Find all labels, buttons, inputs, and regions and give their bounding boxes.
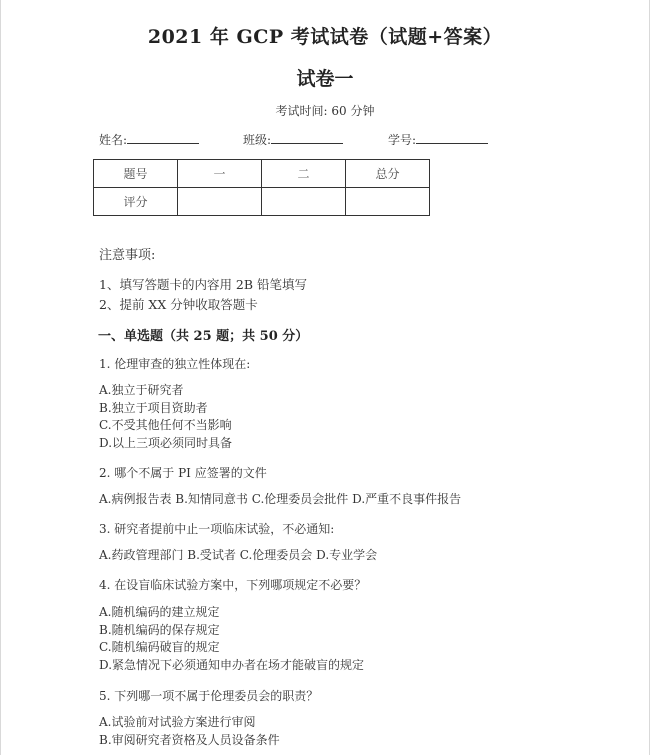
student-id-label: 学号: [388,133,417,147]
document-title: 2021 年 GCP 考试试卷（试题+答案） [147,26,503,48]
question-1: 1. 伦理审查的独立性体现在: [99,357,251,371]
option: A.独立于研究者 [99,383,184,397]
option: A.试验前对试验方案进行审阅 [99,715,256,729]
option: C.不受其他任何不当影响 [99,418,232,432]
option: A.随机编码的建立规定 [99,605,220,619]
exam-time: 考试时间: 60 分钟 [275,104,375,118]
option: B.随机编码的保存规定 [99,623,220,637]
option: D.紧急情况下必须通知申办者在场才能破盲的规定 [99,658,365,672]
question-5: 5. 下列哪一项不属于伦理委员会的职责？ [99,689,319,703]
table-cell [178,188,262,216]
student-id-field [388,131,488,148]
option: B.审阅研究者资格及人员设备条件 [99,733,280,747]
table-cell [346,188,430,216]
table-cell: 评分 [94,188,178,216]
notes-title: 注意事项: [99,248,156,263]
table-cell [262,188,346,216]
note-item: 2、提前 XX 分钟收取答题卡 [99,297,258,312]
table-cell: 二 [262,160,346,188]
class-field [243,131,343,148]
section-heading: 一、单选题（共 25 题；共 50 分） [98,329,309,344]
table-cell: 题号 [94,160,178,188]
name-label: 姓名: [99,133,128,147]
option: C.随机编码破盲的规定 [99,640,220,654]
class-label: 班级: [243,133,272,147]
name-field [99,131,199,148]
question-4: 4. 在设盲临床试验方案中，下列哪项规定不必要？ [99,578,367,592]
option: D.以上三项必须同时具备 [99,436,233,450]
option: B.独立于项目资助者 [99,401,208,415]
question-2: 2. 哪个不属于 PI 应签署的文件 [99,466,267,480]
score-table-score-row [94,188,430,216]
document-subtitle: 试卷一 [296,68,354,90]
name-blank [127,131,199,144]
score-table [93,159,430,216]
table-cell: 总分 [346,160,430,188]
score-table-header-row [94,160,430,188]
class-blank [271,131,343,144]
question-3: 3. 研究者提前中止一项临床试验，不必通知: [99,522,335,536]
options-inline: A.药政管理部门 B.受试者 C.伦理委员会 D.专业学会 [99,548,378,562]
options-inline: A.病例报告表 B.知情同意书 C.伦理委员会批件 D.严重不良事件报告 [99,492,462,506]
note-item: 1、填写答题卡的内容用 2B 铅笔填写 [99,277,308,292]
student-id-blank [416,131,488,144]
table-cell: 一 [178,160,262,188]
